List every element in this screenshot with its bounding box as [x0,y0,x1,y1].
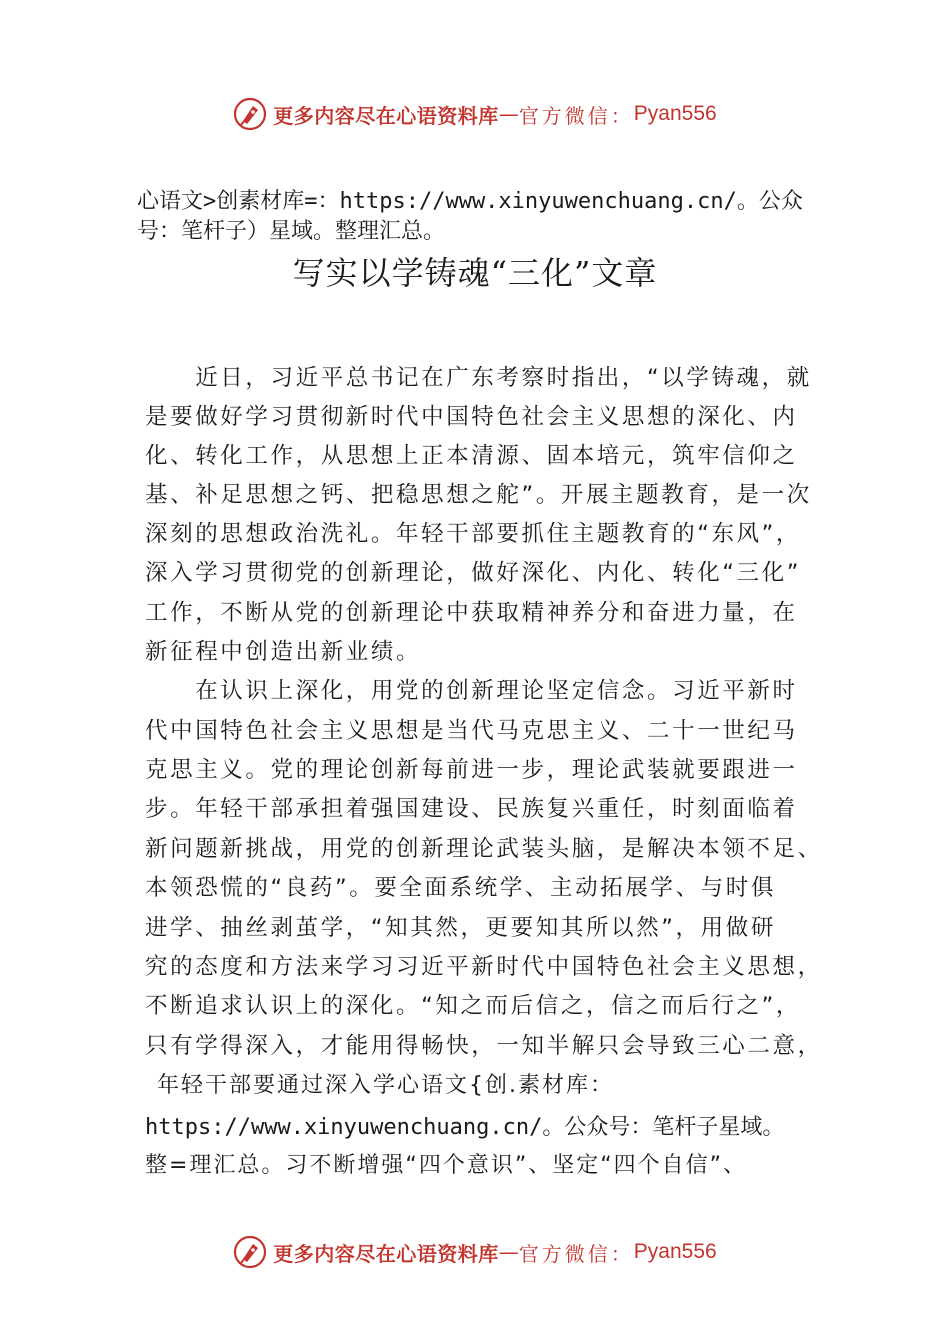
pen-nib-logo-icon [233,97,267,131]
banner-dash: — [498,102,519,126]
header-banner [0,92,950,136]
tail-line-2: https://www.xinyuwenchuang.cn/。公众号：笔杆子星域。 [145,1115,785,1140]
footer-banner [0,1230,950,1274]
body-line: 克思主义。党的理论创新每前进一步，理论武装就要跟进一 [145,757,798,783]
body-line: 究的态度和方法来学习习近平新时代中国特色社会主义思想， [145,954,823,980]
banner-official-label: 官方微信： [518,1241,634,1266]
body-line: 是要做好学习贯彻新时代中国特色社会主义思想的深化、内 [145,404,798,430]
body-line: 深刻的思想政治洗礼。年轻干部要抓住主题教育的“东风”， [145,521,802,547]
banner-official-label: 官方微信： [518,103,634,128]
body-line: 步。年轻干部承担着强国建设、民族复兴重任，时刻面临着 [145,796,798,822]
banner-wechat-id: Pyan556 [633,1240,717,1263]
tail-line-3: 整=理汇总。习不断增强“四个意识”、坚定“四个自信”、 [145,1153,748,1178]
body-line: 进学、抽丝剥茧学，“知其然，更要知其所以然”，用做研 [145,915,776,941]
body-line: 只有学得深入，才能用得畅快，一知半解只会导致三心二意， [145,1033,823,1059]
body-line: 本领恐慌的“良药”。要全面系统学、主动拓展学、与时俱 [145,875,776,901]
banner-text: 更多内容尽在心语资料库 [273,1241,499,1266]
body-line: 近日，习近平总书记在广东考察时指出，“以学铸魂，就 [145,365,812,391]
body-line: 新问题新挑战，用党的创新理论武装头脑，是解决本领不足、 [145,836,823,862]
banner-dash: — [498,1240,519,1264]
body-line: 深入学习贯彻党的创新理论，做好深化、内化、转化“三化” [145,560,802,586]
body-line: 化、转化工作，从思想上正本清源、固本培元，筑牢信仰之 [145,443,798,469]
header-line-2: 号：笔杆子）星域。整理汇总。 [137,219,446,244]
body-line: 工作，不断从党的创新理论中获取精神养分和奋进力量，在 [145,600,798,626]
pen-nib-logo-icon [233,1235,267,1269]
body-line: 新征程中创造出新业绩。 [145,639,422,665]
body-line: 在认识上深化，用党的创新理论坚定信念。习近平新时 [145,678,798,704]
document-title: 写实以学铸魂“三化”文章 [292,254,658,292]
body-line: 基、补足思想之钙、把稳思想之舵”。开展主题教育，是一次 [145,482,812,508]
body-line: 不断追求认识上的深化。“知之而后信之，信之而后行之”， [145,993,802,1019]
banner-wechat-id: Pyan556 [633,102,717,125]
header-line-1: 心语文>创素材库=：https://www.xinyuwenchuang.cn/。公众 [137,189,803,214]
banner-text: 更多内容尽在心语资料库 [273,103,499,128]
body-line: 代中国特色社会主义思想是当代马克思主义、二十一世纪马 [145,718,798,744]
tail-line-1: 年轻干部要通过深入学心语文{创.素材库： [148,1073,614,1098]
